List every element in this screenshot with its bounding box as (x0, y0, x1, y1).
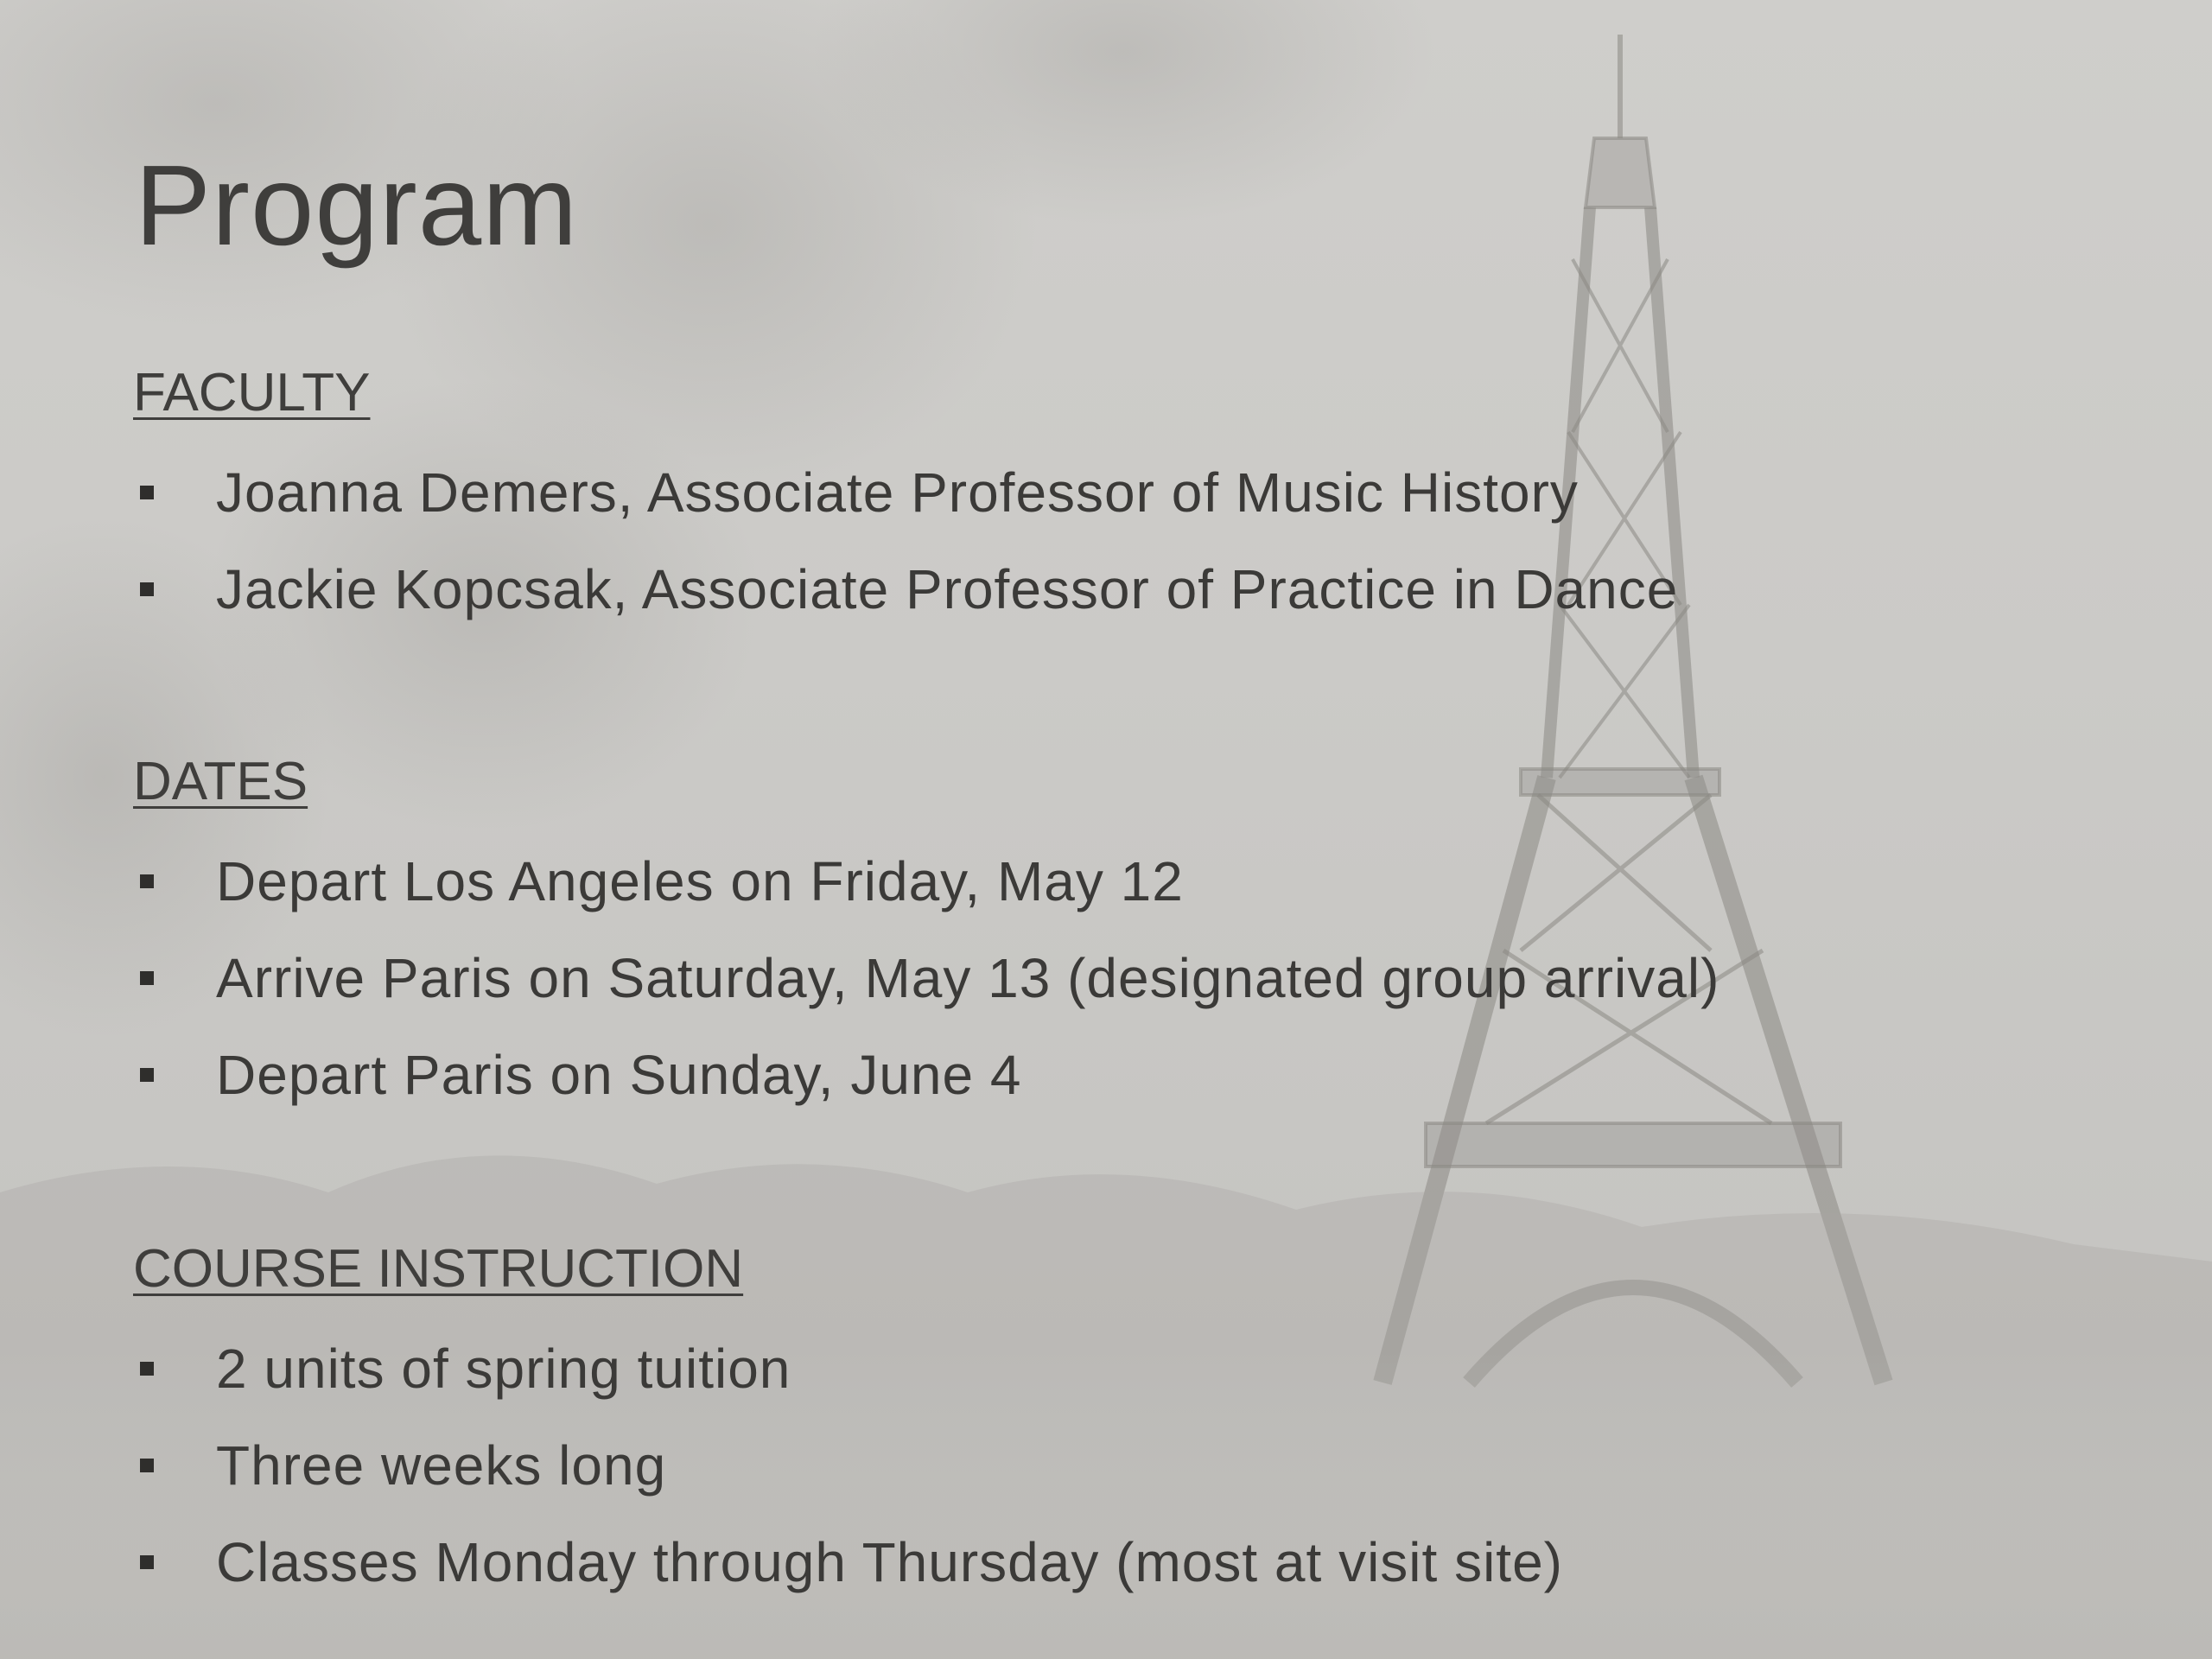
list-item-text: Depart Paris on Sunday, June 4 (216, 1044, 1022, 1107)
list-item (133, 541, 2120, 638)
course-instruction-section (133, 1237, 2120, 1611)
list-item (133, 930, 2120, 1027)
list-item (133, 1027, 2120, 1123)
course-instruction-heading: COURSE INSTRUCTION (133, 1239, 744, 1299)
square-bullet-icon (140, 1362, 154, 1376)
faculty-heading: FACULTY (133, 363, 371, 423)
list-item (133, 444, 2120, 541)
list-item-text: Jackie Kopcsak, Associate Professor of Practice in Dance (216, 558, 1679, 621)
eiffel-tower-icon (1382, 35, 1884, 1382)
list-item-text: Three weeks long (216, 1434, 667, 1497)
square-bullet-icon (140, 582, 154, 596)
square-bullet-icon (140, 1459, 154, 1472)
square-bullet-icon (140, 971, 154, 985)
square-bullet-icon (140, 874, 154, 888)
square-bullet-icon (140, 1555, 154, 1569)
list-item-text: 2 units of spring tuition (216, 1338, 791, 1401)
square-bullet-icon (140, 1068, 154, 1082)
list-item-text: Classes Monday through Thursday (most at visit site) (216, 1531, 1563, 1594)
list-item-text: Arrive Paris on Saturday, May 13 (designated group arrival) (216, 947, 1720, 1010)
list-item (133, 1514, 2120, 1611)
dates-heading: DATES (133, 752, 308, 811)
list-item-text: Joanna Demers, Associate Professor of Music History (216, 461, 1579, 524)
list-item (133, 833, 2120, 930)
square-bullet-icon (140, 486, 154, 499)
course-instruction-list (133, 1320, 2120, 1611)
faculty-section (133, 361, 2120, 638)
slide-title: Program (135, 142, 579, 269)
dates-list (133, 833, 2120, 1123)
list-item (133, 1417, 2120, 1514)
list-item (133, 1320, 2120, 1417)
dates-section (133, 750, 2120, 1123)
faculty-list (133, 444, 2120, 638)
list-item-text: Depart Los Angeles on Friday, May 12 (216, 850, 1184, 913)
